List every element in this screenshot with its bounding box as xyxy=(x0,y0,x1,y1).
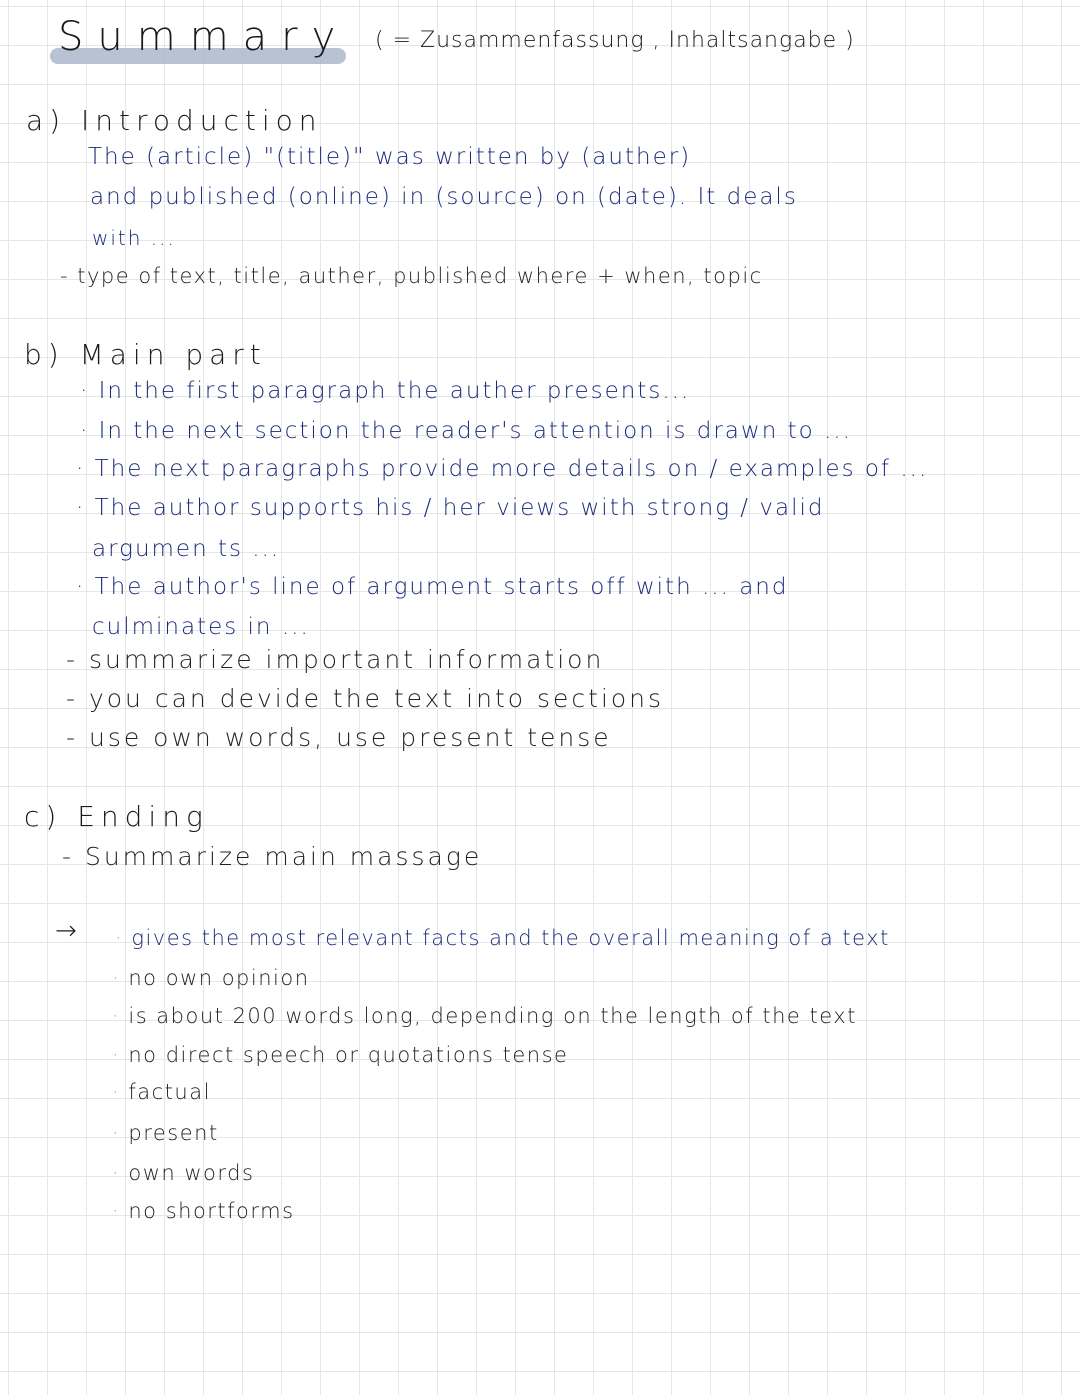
main-bullet-1: · In the first paragraph the auther presents... xyxy=(80,378,691,404)
rule-item: · factual xyxy=(112,1080,211,1104)
main-bullet-5: · The author's line of argument starts off with ... and xyxy=(76,574,789,600)
rule-item: · no direct speech or quotations tense xyxy=(112,1043,569,1067)
rule-item: · gives the most relevant facts and the overall meaning of a text xyxy=(115,926,890,950)
ending-heading: c) Ending xyxy=(24,800,209,833)
intro-heading: a) Introduction xyxy=(26,104,323,137)
main-bullet-3: · The next paragraphs provide more details on / examples of ... xyxy=(76,456,929,482)
intro-line-2: and published (online) in (source) on (date). It deals xyxy=(90,184,798,210)
page-subtitle: ( = Zusammenfassung , Inhaltsangabe ) xyxy=(375,28,855,53)
ending-note: - Summarize main massage xyxy=(62,842,483,871)
main-bullet-5-cont: culminates in ... xyxy=(92,614,310,640)
intro-line-3: with ... xyxy=(92,226,176,250)
main-tip-1: - summarize important information xyxy=(66,645,605,674)
main-part-heading: b) Main part xyxy=(24,338,267,371)
intro-line-1: The (article) "(title)" was written by (auther) xyxy=(88,144,692,170)
rule-item: · no own opinion xyxy=(112,966,310,990)
rule-item: · own words xyxy=(112,1161,255,1185)
page-title: Summary xyxy=(58,14,350,60)
rule-item: · no shortforms xyxy=(112,1199,295,1223)
main-tip-2: - you can devide the text into sections xyxy=(66,684,665,713)
main-tip-3: - use own words, use present tense xyxy=(66,723,612,752)
rule-item: · is about 200 words long, depending on the length of the text xyxy=(112,1004,857,1028)
main-bullet-4: · The author supports his / her views with strong / valid xyxy=(76,495,825,521)
intro-note: - type of text, title, auther, published where + when, topic xyxy=(60,264,763,288)
main-bullet-4-cont: argumen ts ... xyxy=(92,536,281,562)
main-bullet-2: · In the next section the reader's attention is drawn to ... xyxy=(80,418,852,444)
rule-item: · present xyxy=(112,1121,219,1145)
arrow-icon: → xyxy=(55,916,77,946)
